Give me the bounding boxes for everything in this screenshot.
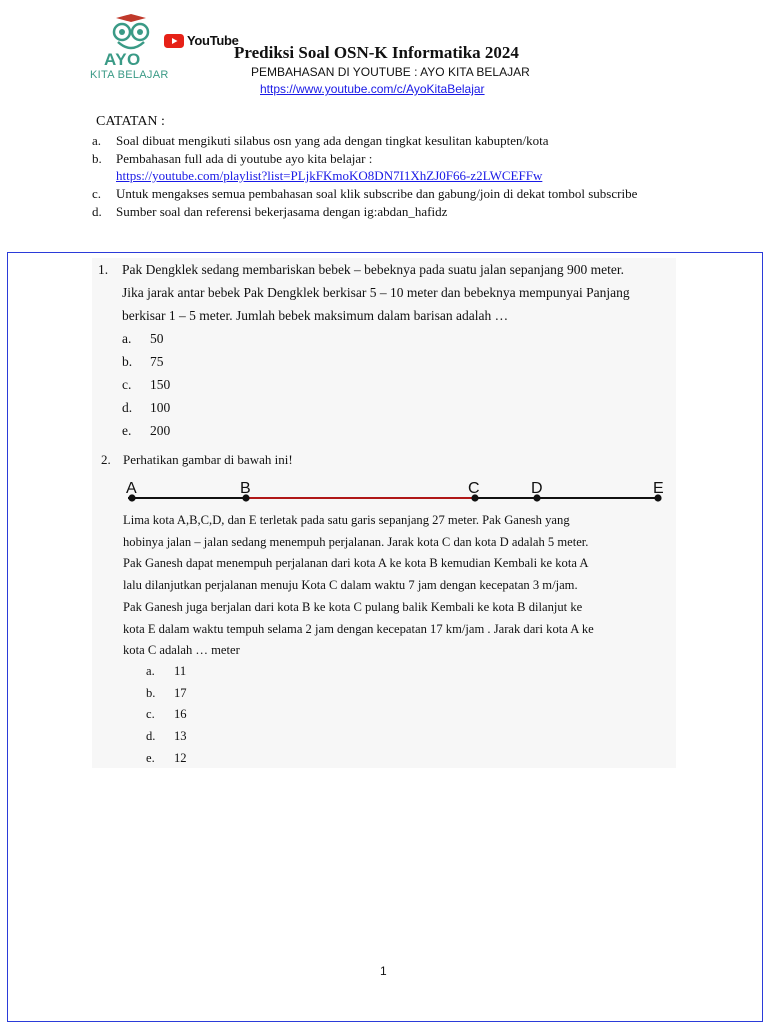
answer-option xyxy=(122,396,668,419)
option-value: 50 xyxy=(150,331,164,346)
note-text: Pembahasan full ada di youtube ayo kita belajar : xyxy=(116,151,373,166)
question-text: Lima kota A,B,C,D, dan E terletak pada satu garis sepanjang 27 meter. Pak Ganesh yang xyxy=(123,513,570,527)
question-text: hobinya jalan – jalan sedang menempuh perjalanan. Jarak kota C dan kota D adalah 5 meter. xyxy=(123,534,589,549)
youtube-logo xyxy=(164,33,239,48)
answer-option xyxy=(146,726,187,748)
note-text: Soal dibuat mengikuti silabus osn yang ada dengan tingkat kesulitan kabupten/kota xyxy=(116,133,549,148)
playlist-link[interactable]: https://youtube.com/playlist?list=PLjkFKmoKO8DN7I1XhZJ0F66-z2LWCEFFw xyxy=(116,168,543,183)
note-text: Sumber soal dan referensi bekerjasama dengan ig:abdan_hafidz xyxy=(116,204,448,219)
question-line xyxy=(98,281,668,304)
option-letter: e. xyxy=(122,423,132,438)
option-letter: c. xyxy=(122,377,132,392)
option-value: 11 xyxy=(174,664,187,678)
option-letter: b. xyxy=(122,354,133,369)
option-value: 16 xyxy=(174,707,187,722)
question-text: Pak Dengklek sedang membariskan bebek – bebeknya pada suatu jalan sepanjang 900 meter. xyxy=(122,262,624,277)
option-letter: a. xyxy=(146,664,155,678)
option-value: 150 xyxy=(150,377,171,392)
option-value: 13 xyxy=(174,729,187,744)
logo-wordmark: AYO xyxy=(104,50,141,69)
page-number: 1 xyxy=(380,964,387,978)
page-title: Prediksi Soal OSN-K Informatika 2024 xyxy=(234,43,519,62)
note-letter: d. xyxy=(92,204,102,219)
answer-option xyxy=(122,327,668,350)
youtube-play-icon xyxy=(164,34,184,48)
note-item xyxy=(92,185,652,202)
question-line xyxy=(98,304,668,327)
note-letter: c. xyxy=(92,186,102,201)
note-item xyxy=(92,150,652,184)
answer-option xyxy=(122,350,668,373)
answer-option xyxy=(122,419,668,442)
question-text: kota C adalah … meter xyxy=(123,643,240,658)
question-text: kota E dalam waktu tempuh selama 2 jam dengan kecepatan 17 km/jam . Jarak dari kota A ke xyxy=(123,621,594,636)
option-value: 75 xyxy=(150,354,164,369)
notes-list xyxy=(92,132,652,221)
question-number: 2. xyxy=(101,452,111,467)
answer-option xyxy=(122,373,668,396)
youtube-wordmark: YouTube xyxy=(187,33,239,48)
option-value: 200 xyxy=(150,423,171,438)
answer-option xyxy=(146,661,187,683)
question-1 xyxy=(98,258,668,442)
question-2-text xyxy=(123,510,633,662)
point-c-label: C xyxy=(468,480,480,497)
point-d-label: D xyxy=(531,480,543,497)
point-a-label: A xyxy=(126,480,137,497)
channel-link[interactable]: https://www.youtube.com/c/AyoKitaBelajar xyxy=(260,82,485,96)
question-line xyxy=(98,258,668,281)
option-letter: e. xyxy=(146,750,155,765)
option-value: 17 xyxy=(174,685,187,700)
option-letter: c. xyxy=(146,707,155,722)
note-letter: b. xyxy=(92,151,102,166)
note-text: Untuk mengakses semua pembahasan soal klik subscribe dan gabung/join di dekat tombol subscribe xyxy=(116,186,638,201)
question-text: berkisar 1 – 5 meter. Jumlah bebek maksimum dalam barisan adalah … xyxy=(122,308,509,323)
note-letter: a. xyxy=(92,133,102,148)
option-letter: d. xyxy=(122,400,133,415)
question-text: Pak Ganesh dapat menempuh perjalanan dari kota A ke kota B kemudian Kembali ke kota A xyxy=(123,556,589,571)
option-letter: a. xyxy=(122,331,132,346)
option-letter: b. xyxy=(146,685,156,700)
note-item xyxy=(92,203,652,220)
page-subtitle: PEMBAHASAN DI YOUTUBE : AYO KITA BELAJAR xyxy=(251,65,530,79)
note-body xyxy=(116,150,542,184)
question-number: 1. xyxy=(98,262,109,277)
point-b-label: B xyxy=(240,480,251,497)
option-value: 100 xyxy=(150,400,171,415)
note-item xyxy=(92,132,652,149)
answer-option xyxy=(146,704,187,726)
question-2-options xyxy=(146,661,187,770)
option-letter: d. xyxy=(146,729,156,744)
question-2-header xyxy=(101,452,293,468)
question-text: Jika jarak antar bebek Pak Dengklek berkisar 5 – 10 meter dan bebeknya mempunyai Panjang xyxy=(122,285,630,300)
point-e-label: E xyxy=(653,480,664,497)
question-intro: Perhatikan gambar di bawah ini! xyxy=(123,452,293,467)
question-text: lalu dilanjutkan perjalanan menuju Kota C dalam waktu 7 jam dengan kecepatan 3 m/jam. xyxy=(123,578,578,593)
question-text: Pak Ganesh juga berjalan dari kota B ke kota C pulang balik Kembali ke kota B dilanjut ke xyxy=(123,599,583,614)
notes-heading: CATATAN : xyxy=(96,114,165,129)
logo-tagline: KITA BELAJAR xyxy=(90,69,169,81)
answer-option xyxy=(146,683,187,705)
option-value: 12 xyxy=(174,750,187,765)
answer-option xyxy=(146,748,187,770)
line-diagram xyxy=(118,476,668,506)
